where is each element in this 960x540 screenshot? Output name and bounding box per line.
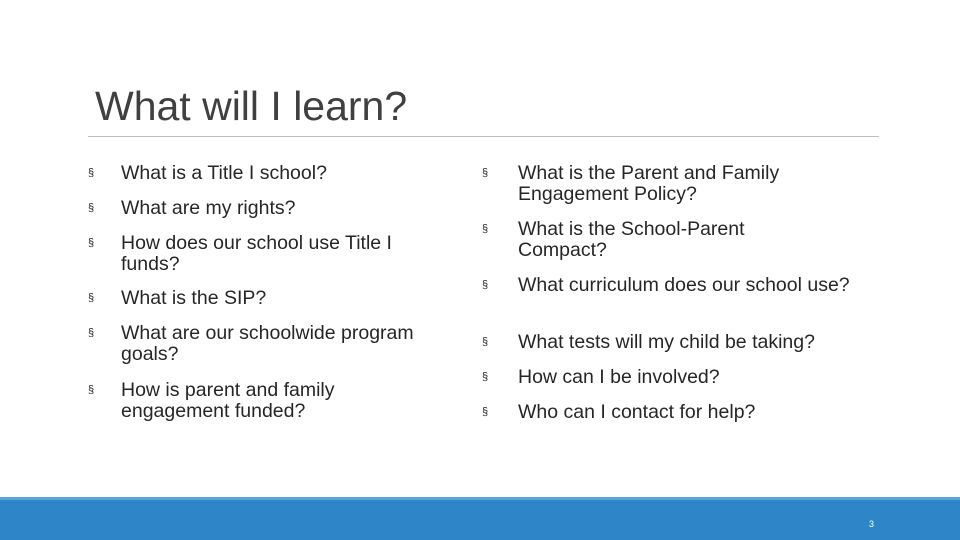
bullet-icon: § (482, 371, 489, 383)
title-divider (88, 136, 879, 137)
list-item-text: What is the School-Parent Compact? (518, 218, 745, 261)
list-item-text: What is the Parent and Family Engagement Policy? (518, 162, 780, 205)
list-item-text: Who can I contact for help? (518, 401, 756, 423)
footer-bar (0, 497, 960, 540)
bullet-icon: § (482, 223, 489, 235)
bullet-icon: § (88, 384, 95, 396)
bullet-icon: § (482, 279, 489, 291)
bullet-icon: § (88, 292, 95, 304)
list-item-text: What is a Title I school? (121, 162, 327, 184)
bullet-icon: § (88, 237, 95, 249)
bullet-icon: § (88, 327, 95, 339)
list-item-text: How does our school use Title I funds? (121, 232, 392, 275)
footer-accent (0, 497, 960, 500)
list-item-text: What is the SIP? (121, 287, 267, 309)
bullet-icon: § (482, 167, 489, 179)
list-item-text: What tests will my child be taking? (518, 331, 815, 353)
list-item-text: What curriculum does our school use? (518, 274, 850, 296)
page-number: 3 (869, 519, 875, 529)
list-item-text: What are my rights? (121, 197, 296, 219)
bullet-icon: § (88, 167, 95, 179)
bullet-icon: § (482, 406, 489, 418)
list-item-text: How can I be involved? (518, 366, 720, 388)
list-item-text: How is parent and family engagement funded? (121, 379, 335, 422)
bullet-icon: § (482, 336, 489, 348)
bullet-icon: § (88, 202, 95, 214)
slide-title: What will I learn? (95, 83, 408, 129)
list-item-text: What are our schoolwide program goals? (121, 322, 414, 365)
